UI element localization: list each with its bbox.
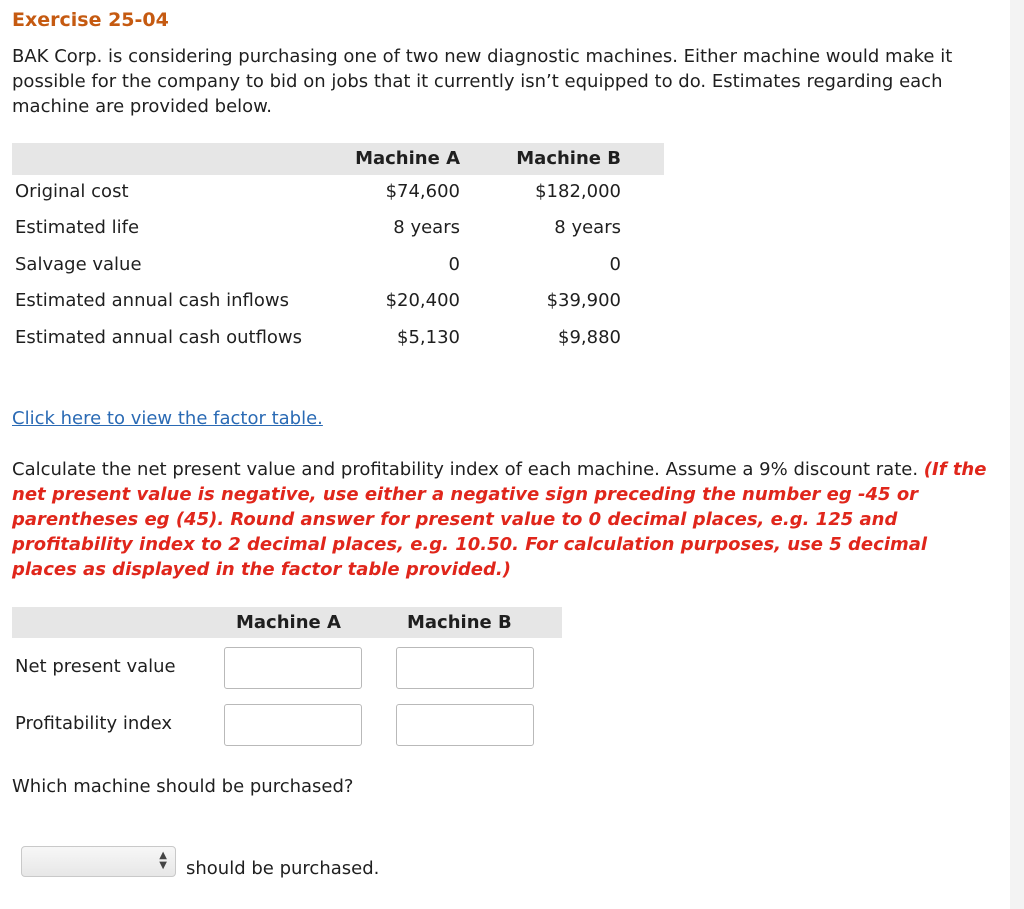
estimates-header	[12, 143, 664, 175]
machine-b-value: $39,900	[546, 290, 621, 311]
factor-table-link[interactable]: Click here to view the factor table.	[12, 408, 323, 429]
machine-a-value: 0	[448, 254, 460, 275]
npv-label: Net present value	[15, 656, 176, 677]
machine-a-value: $74,600	[385, 181, 460, 202]
answers-header-machine-a: Machine A	[236, 612, 341, 633]
should-be-purchased-text: should be purchased.	[186, 858, 380, 879]
row-label: Salvage value	[15, 254, 142, 275]
estimate-row-annual-outflows	[12, 327, 712, 357]
estimate-row-annual-inflows	[12, 290, 712, 320]
exercise-intro: BAK Corp. is considering purchasing one of two new diagnostic machines. Either machine would make it possible for the company to bid on jobs that it currently isn’t equipped to do. Estimates regarding each machine are provided below.	[12, 46, 953, 117]
answers-header	[12, 607, 562, 638]
estimates-header-machine-b: Machine B	[516, 148, 621, 169]
instructions	[12, 457, 992, 582]
machine-b-value: $182,000	[535, 181, 621, 202]
row-label: Estimated annual cash inflows	[15, 290, 289, 311]
right-scrollbar-strip	[1010, 0, 1024, 909]
estimate-row-salvage-value	[12, 254, 712, 284]
pi-label: Profitability index	[15, 713, 173, 734]
machine-a-value: $20,400	[385, 290, 460, 311]
machine-a-value: $5,130	[397, 327, 460, 348]
instructions-text: Calculate the net present value and profitability index of each machine. Assume a 9% discount rate.	[12, 459, 919, 480]
npv-machine-a-input[interactable]	[224, 647, 362, 689]
estimates-header-machine-a: Machine A	[355, 148, 460, 169]
machine-a-value: 8 years	[393, 217, 460, 238]
estimate-row-estimated-life	[12, 217, 712, 247]
exercise-title: Exercise 25-04	[12, 9, 169, 31]
estimate-row-original-cost	[12, 181, 712, 211]
machine-b-value: $9,880	[558, 327, 621, 348]
pi-machine-b-input[interactable]	[396, 704, 534, 746]
pi-machine-a-input[interactable]	[224, 704, 362, 746]
instructions-rounding-note: (If the net present value is negative, use either a negative sign preceding the number eg -45 or parentheses eg (45). Round answer for present value to 0 decimal places, e.g. 125 and profitability index to 2 decimal places, e.g. 10.50. For calculation purposes, use 5 decimal places as displayed in the factor table provided.)	[12, 459, 987, 580]
machine-b-value: 8 years	[554, 217, 621, 238]
row-label: Estimated annual cash outflows	[15, 327, 303, 348]
machine-b-value: 0	[609, 254, 621, 275]
answers-header-machine-b: Machine B	[407, 612, 512, 633]
question-text: Which machine should be purchased?	[12, 776, 354, 797]
machine-select-dropdown[interactable]	[21, 846, 176, 877]
row-label: Original cost	[15, 181, 129, 202]
row-label: Estimated life	[15, 217, 140, 238]
up-down-arrows-icon: ▲ ▼	[159, 850, 167, 871]
npv-machine-b-input[interactable]	[396, 647, 534, 689]
